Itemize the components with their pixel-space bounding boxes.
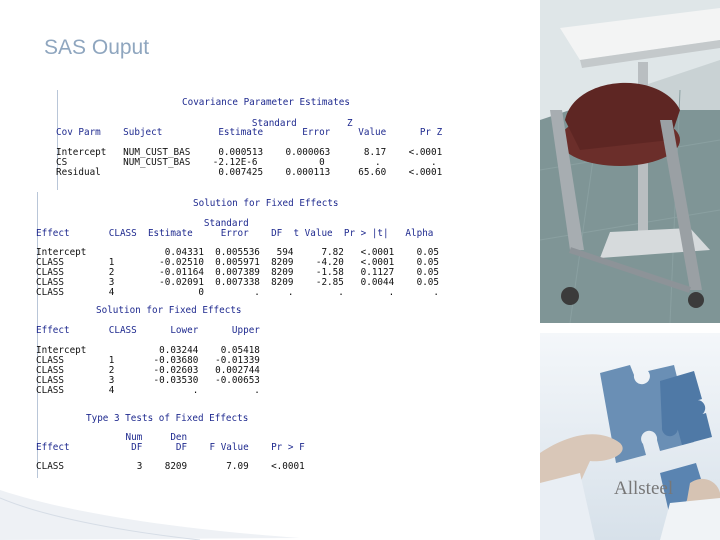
cov-header-2: Cov Parm Subject Estimate Error Value Pr Z xyxy=(56,127,443,138)
fixed-header-2: Effect CLASS Estimate Error DF t Value Pr > |t| Alpha xyxy=(36,228,434,239)
fixed-row-class-2: CLASS 2 -0.01164 0.007389 8209 -1.58 0.1127 0.05 xyxy=(36,267,439,278)
allsteel-logo: Allsteel xyxy=(614,478,674,499)
decorative-swoosh xyxy=(0,470,540,540)
office-chair-photo xyxy=(540,0,720,323)
puzzle-hands-photo xyxy=(540,333,720,540)
fixed2-row-intercept: Intercept 0.03244 0.05418 xyxy=(36,345,260,356)
cov-row-residual: Residual 0.007425 0.000113 65.60 <.0001 xyxy=(56,167,443,178)
fixed2-header: Effect CLASS Lower Upper xyxy=(36,325,260,336)
fixed-row-class-1: CLASS 1 -0.02510 0.005971 8209 -4.20 <.0001 0.05 xyxy=(36,257,439,268)
fixed-header-1: Standard xyxy=(36,218,249,229)
cov-row-intercept: Intercept NUM_CUST_BAS 0.000513 0.000063 8.17 <.0001 xyxy=(56,147,443,158)
fixed-row-class-4: CLASS 4 0 . . . . . xyxy=(36,287,439,298)
fixed2-row-class-3: CLASS 3 -0.03530 -0.00653 xyxy=(36,375,260,386)
cov-header-1: Standard Z xyxy=(56,118,353,129)
fixed2-title: Solution for Fixed Effects xyxy=(96,305,242,316)
type3-header-1: Num Den xyxy=(36,432,188,443)
type3-header-2: Effect DF DF F Value Pr > F xyxy=(36,442,305,453)
cov-title: Covariance Parameter Estimates xyxy=(182,97,350,108)
cov-row-cs: CS NUM_CUST_BAS -2.12E-6 0 . . xyxy=(56,157,437,168)
fixed-title: Solution for Fixed Effects xyxy=(193,198,339,209)
slide-title: SAS Ouput xyxy=(44,36,150,59)
fixed-row-intercept: Intercept 0.04331 0.005536 594 7.82 <.0001 0.05 xyxy=(36,247,439,258)
type3-row-class: CLASS 3 8209 7.09 <.0001 xyxy=(36,461,305,472)
type3-title: Type 3 Tests of Fixed Effects xyxy=(86,413,249,424)
fixed2-row-class-2: CLASS 2 -0.02603 0.002744 xyxy=(36,365,260,376)
fixed2-row-class-4: CLASS 4 . . xyxy=(36,385,260,396)
fixed2-row-class-1: CLASS 1 -0.03680 -0.01339 xyxy=(36,355,260,366)
fixed-row-class-3: CLASS 3 -0.02091 0.007338 8209 -2.85 0.0044 0.05 xyxy=(36,277,439,288)
